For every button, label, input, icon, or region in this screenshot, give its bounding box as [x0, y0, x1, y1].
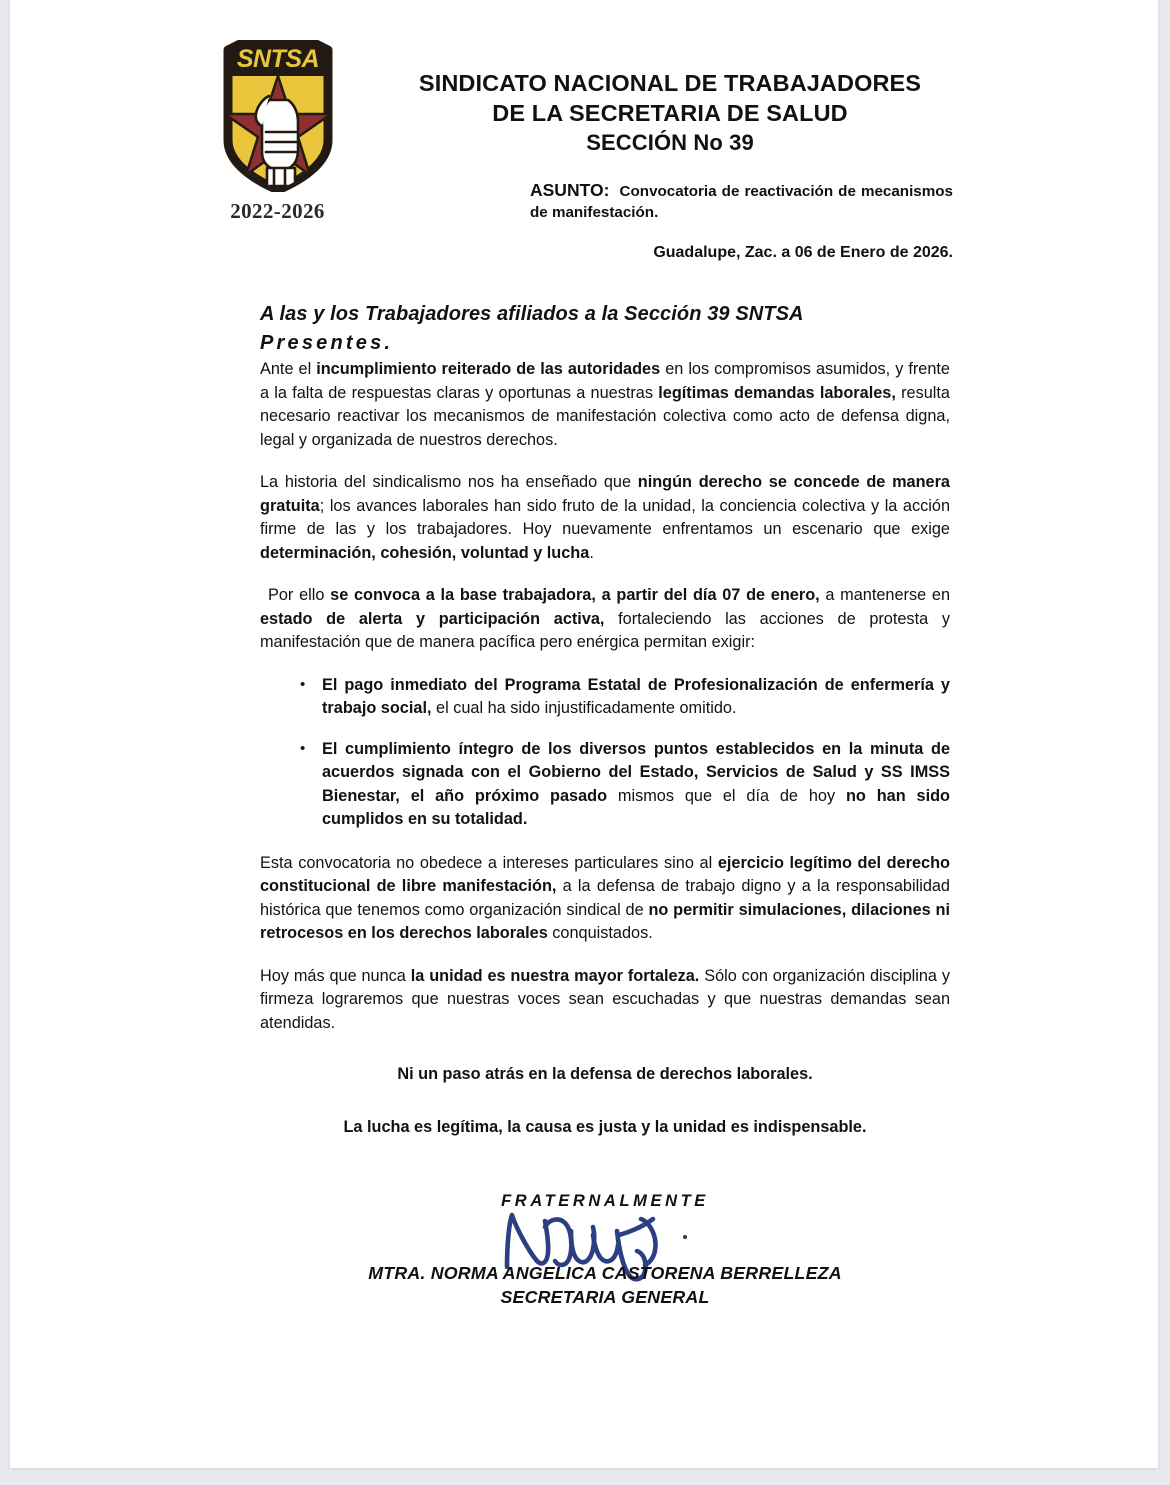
signature-ink-dot — [683, 1235, 687, 1239]
signature-block — [260, 1192, 950, 1308]
paragraph-4: Esta convocatoria no obedece a intereses particulares sino al ejercicio legítimo del derecho constitucional de libre manifestación, a la defensa de trabajo digno y a la responsabilidad histórica que tenemos como organización sindical de no permitir simulaciones, dilaciones ni retrocesos en los derechos laborales conquistados. — [260, 853, 950, 942]
paragraph-2: La historia del sindicalismo nos ha enseñado que ningún derecho se concede de manera gratuita; los avances laborales han sido fruto de la unidad, la conciencia colectiva y la acción firme de las y los trabajadores. Hoy nuevamente enfrentamos un escenario que exige determinación, cohesión, voluntad y lucha. — [260, 473, 950, 562]
asunto-label: ASUNTO: — [530, 180, 610, 200]
salutation-line-2: Presentes. — [260, 332, 394, 354]
slogan-line-2: La lucha es legítima, la causa es justa y la unidad es indispensable. — [343, 1118, 867, 1136]
slogan-line-1: Ni un paso atrás en la defensa de derechos laborales. — [397, 1065, 813, 1083]
org-title-line-3: SECCIÓN No 39 — [586, 130, 754, 155]
place-and-date: Guadalupe, Zac. a 06 de Enero de 2026. — [653, 244, 953, 261]
sntsa-shield-emblem-icon — [222, 40, 334, 192]
salutation — [260, 300, 950, 358]
svg-text:SNTSA: SNTSA — [236, 45, 319, 73]
list-item: • El pago inmediato del Programa Estatal de Profesionalización de enfermería y trabajo social, el cual ha sido injustificadamente omitido. — [322, 674, 950, 721]
logo-term-years: 2022-2026 — [230, 199, 325, 223]
salutation-line-1: A las y los Trabajadores afiliados a la Sección 39 SNTSA — [260, 303, 804, 325]
list-item: • El cumplimiento íntegro de los diversos puntos establecidos en la minuta de acuerdos signada con el Gobierno del Estado, Servicios de Salud y SS IMSS Bienestar, el año próximo pasado mismos que el día de hoy no han sido cumplidos en su totalidad. — [322, 738, 950, 832]
paragraph-5: Hoy más que nunca la unidad es nuestra mayor fortaleza. Sólo con organización disciplina y firmeza lograremos que nuestras voces sean escuchadas y que nuestras demandas sean atendidas. — [260, 966, 950, 1032]
letterhead — [10, 0, 1158, 261]
document-body — [260, 300, 950, 1137]
document-page — [10, 0, 1158, 1468]
organization-title — [370, 68, 970, 158]
closing-salutation: FRATERNALMENTE — [501, 1192, 709, 1210]
asunto-block — [530, 180, 953, 223]
asunto-text: Convocatoria de reactivación de mecanismos de manifestación. — [530, 183, 953, 221]
demands-list — [260, 674, 950, 832]
sntsa-logo-block — [210, 40, 345, 224]
paragraph-1: Ante el incumplimiento reiterado de las autoridades en los compromisos asumidos, y frente a la falta de respuestas claras y oportunas a nuestras legítimas demandas laborales, resulta necesario reactivar los mecanismos de manifestación colectiva como acto de defensa digna, legal y organizada de nuestros derechos. — [260, 360, 950, 449]
signatory-role: SECRETARIA GENERAL — [500, 1287, 710, 1307]
org-title-line-1: SINDICATO NACIONAL DE TRABAJADORES — [418, 70, 922, 96]
paragraph-3: Por ello se convoca a la base trabajadora, a partir del día 07 de enero, a mantenerse en estado de alerta y participación activa, fortaleciendo las acciones de protesta y manifestación que de manera pacífica pero enérgica permitan exigir: — [260, 586, 950, 651]
signatory-name: MTRA. NORMA ANGELICA CASTORENA BERRELLEZA — [368, 1263, 842, 1283]
org-title-line-2: DE LA SECRETARIA DE SALUD — [492, 100, 848, 126]
